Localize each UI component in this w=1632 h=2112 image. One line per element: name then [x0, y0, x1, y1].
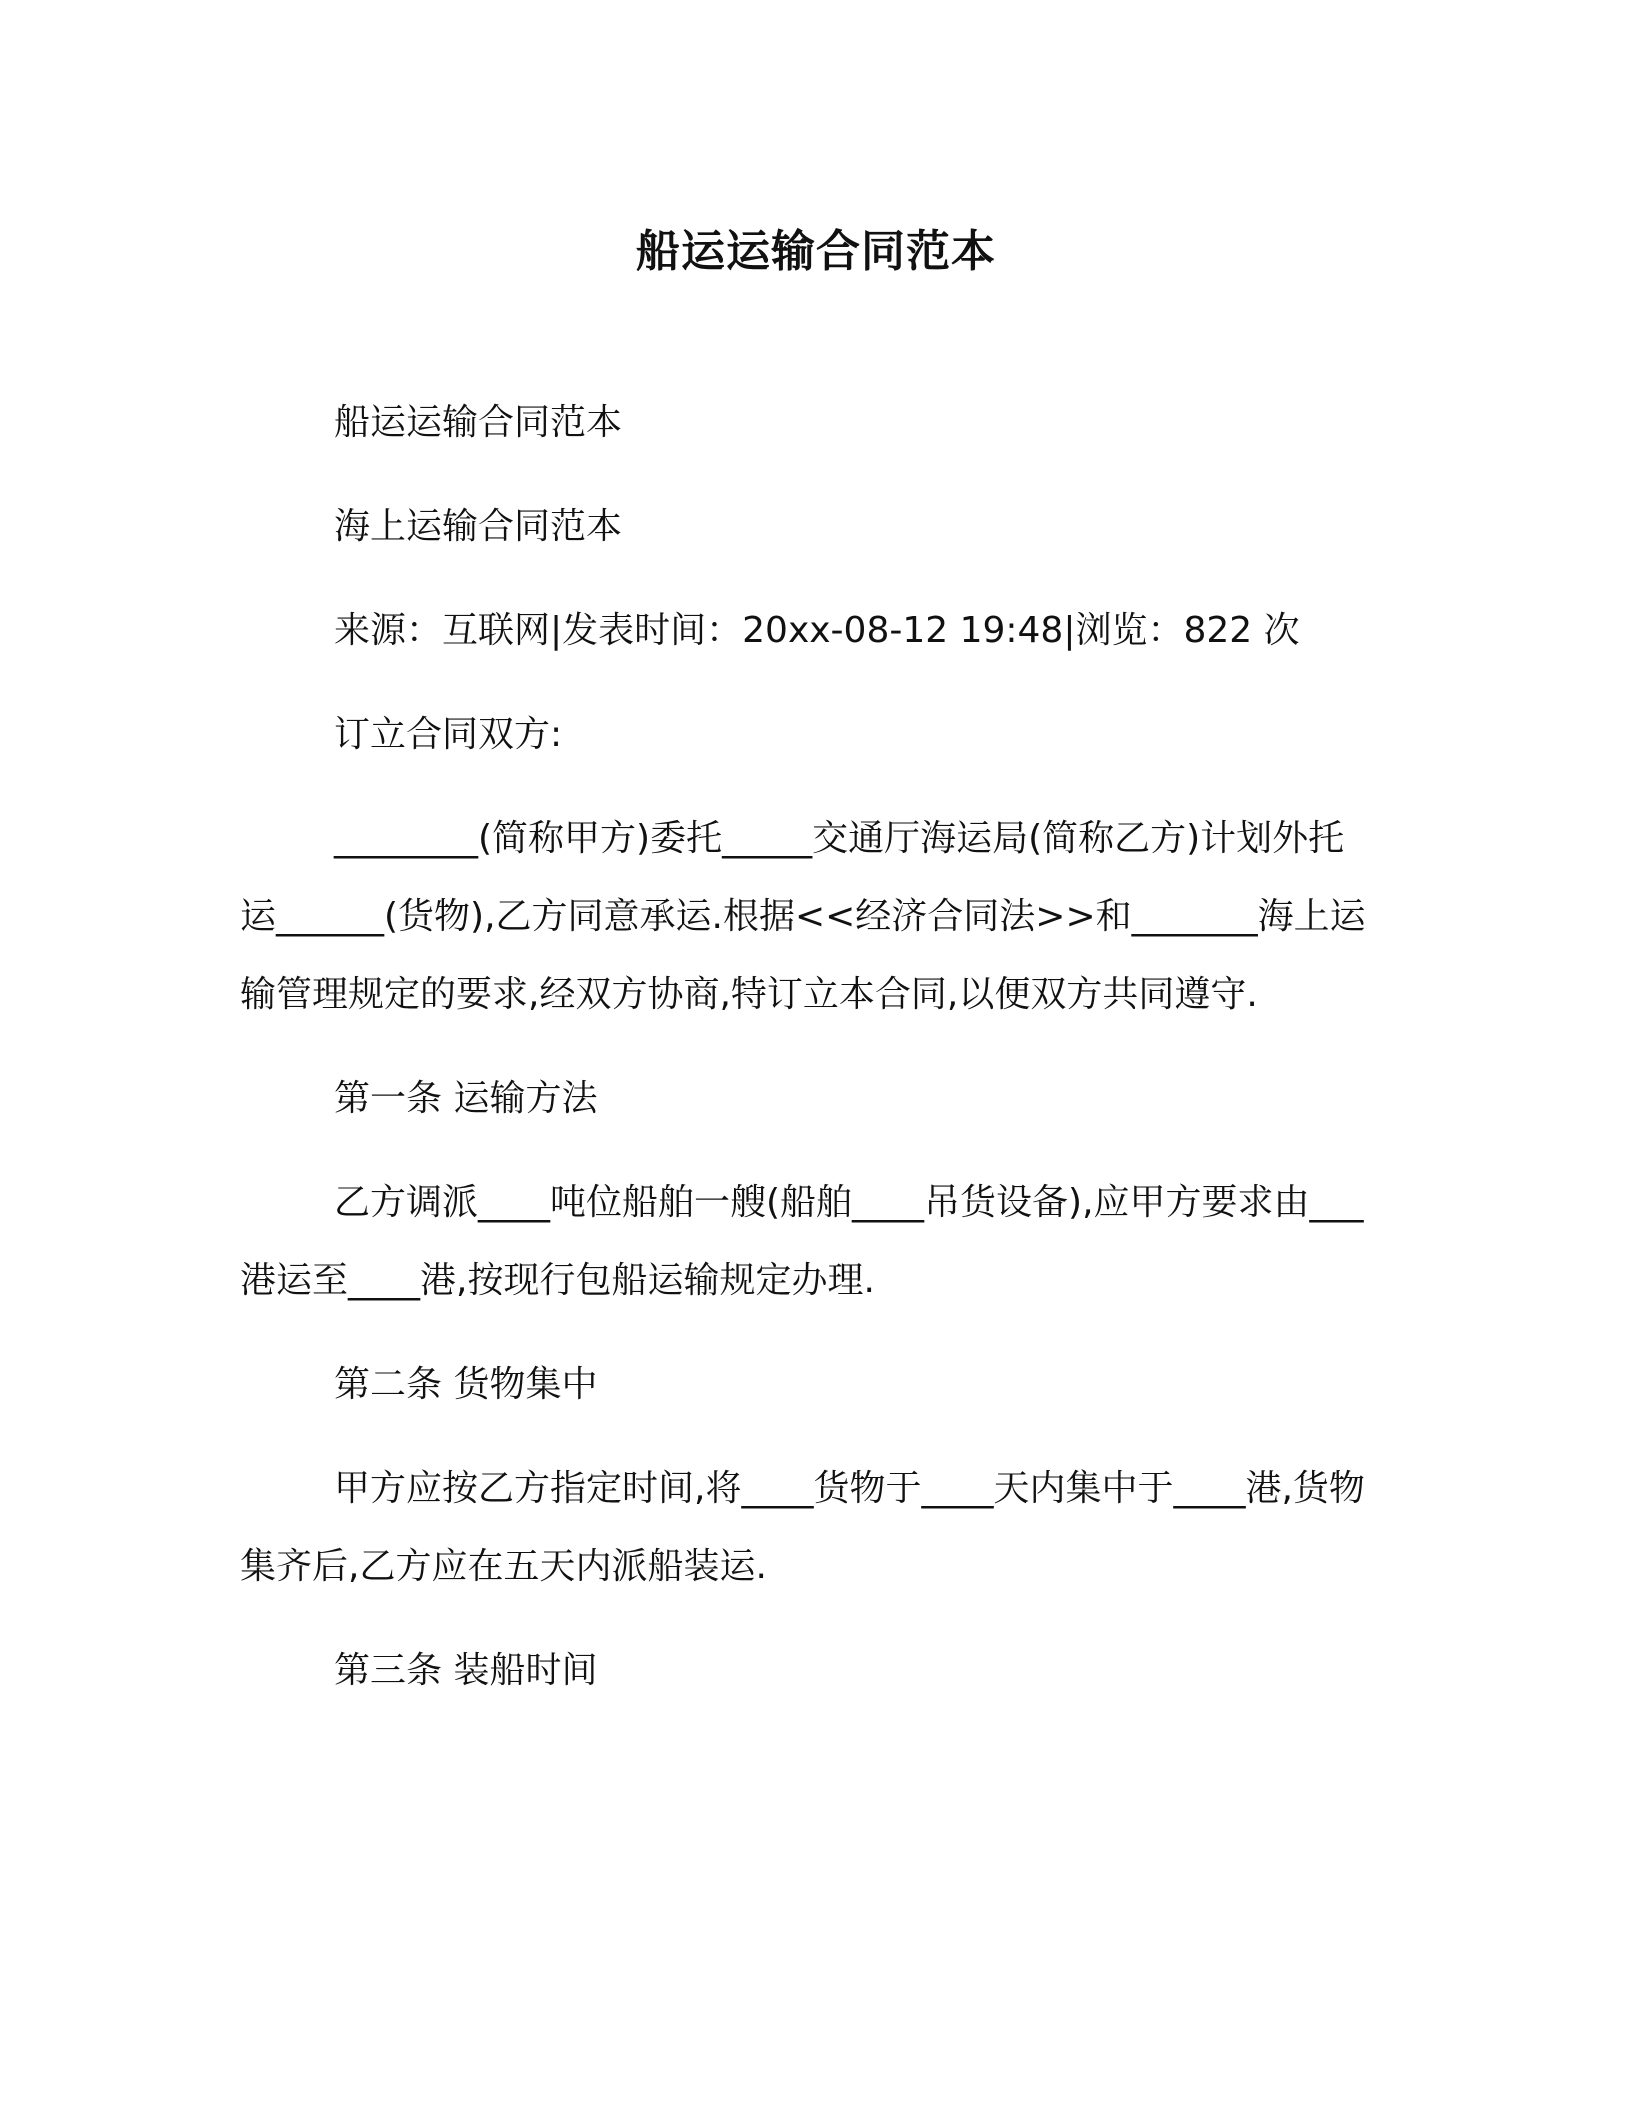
article-1-heading: 第一条 运输方法 [334, 1078, 598, 1119]
document-title: 船运运输合同范本 [636, 226, 996, 277]
paragraph-subtitle: 海上运输合同范本 [334, 506, 623, 547]
article-3-heading: 第三条 装船时间 [334, 1650, 598, 1691]
paragraph-parties: 订立合同双方: [334, 714, 563, 755]
paragraph-source-meta: 来源：互联网|发表时间：20xx-08-12 19:48|浏览：822 次 [334, 610, 1300, 651]
paragraph-preamble: ________(简称甲方)委托_____交通厅海运局(简称乙方)计划外托运______(货物),乙方同意承运.根据<<经济合同法>>和_______海上运输管理规定的要求,经双方协商,特订立本合同,以便双方共同遵守. [240, 818, 1366, 1015]
article-2-heading: 第二条 货物集中 [334, 1364, 598, 1405]
article-2-body: 甲方应按乙方指定时间,将____货物于____天内集中于____港,货物集齐后,乙方应在五天内派船装运. [240, 1468, 1365, 1587]
paragraph-heading-repeat: 船运运输合同范本 [334, 402, 623, 443]
article-1-body: 乙方调派____吨位船舶一艘(船舶____吊货设备),应甲方要求由___港运至____港,按现行包船运输规定办理. [240, 1182, 1364, 1301]
